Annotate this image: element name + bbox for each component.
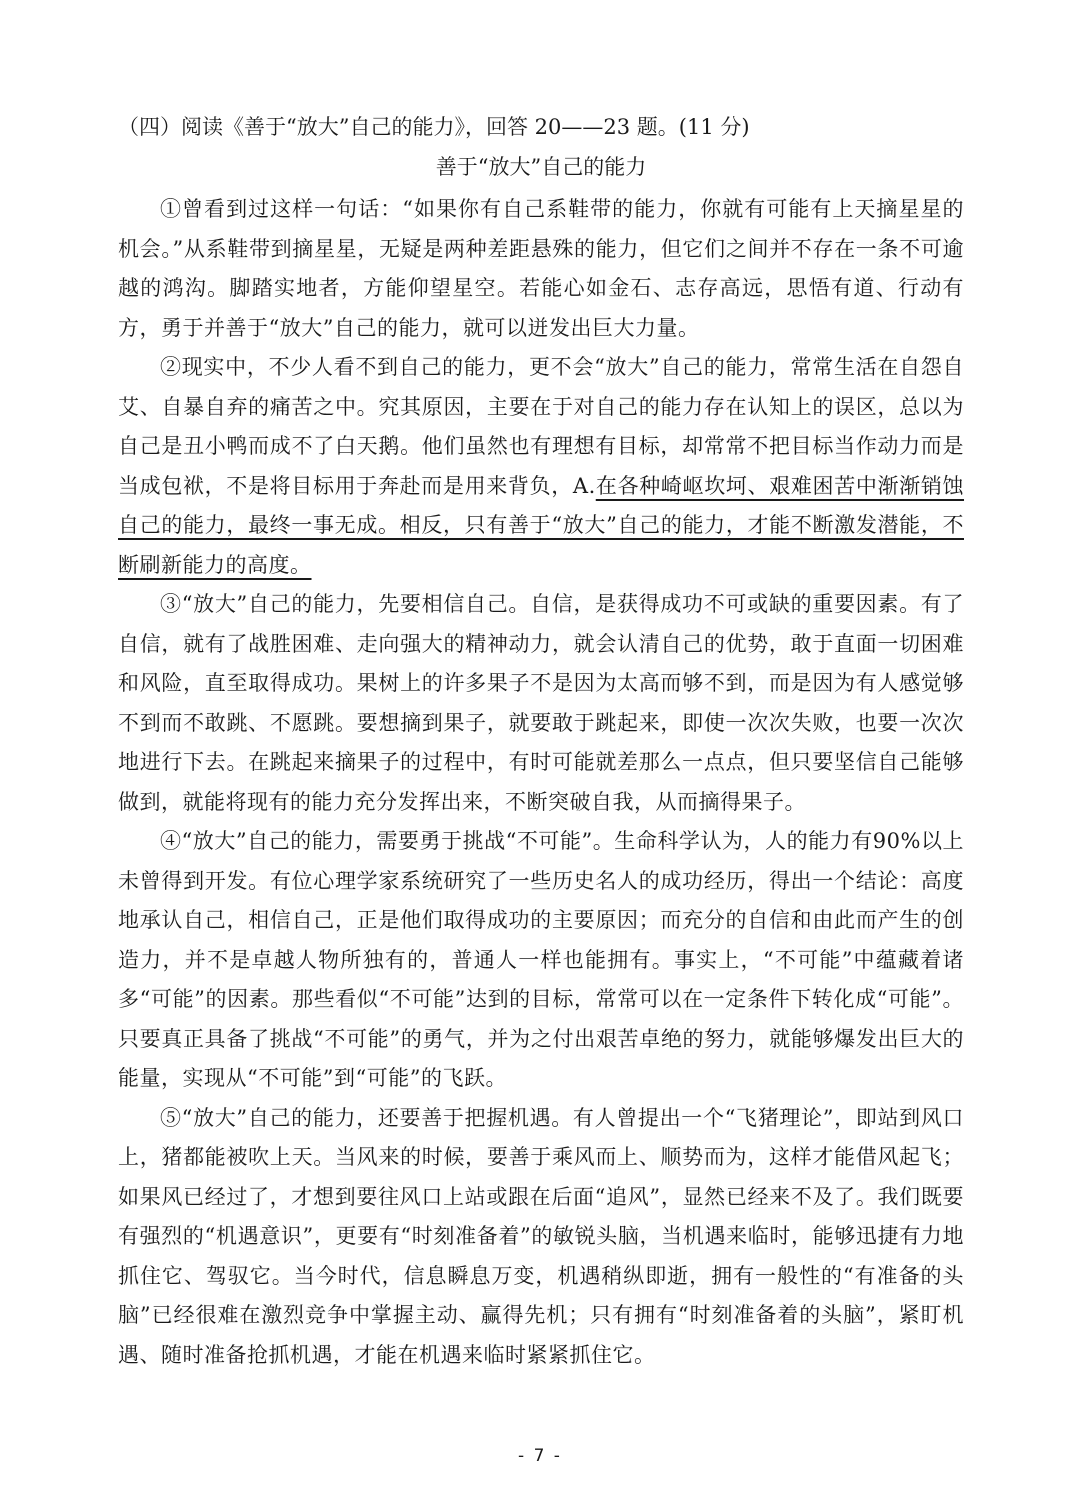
paragraph-5: ⑤“放大”自己的能力，还要善于把握机遇。有人曾提出一个“飞猪理论”，即站到风口上，猪都能被吹上天。当风来的时候，要善于乘风而上、顺势而为，这样才能借风起飞；如果风已经过了，才想到要往风口上站或跟在后面“追风”，显然已经来不及了。我们既要有强烈的“机遇意识”，更要有“时刻准备着”的敏锐头脑，当机遇来临时，能够迅捷有力地抓住它、驾驭它。当今时代，信息瞬息万变，机遇稍纵即逝，拥有一般性的“有准备的头脑”已经很难在激烈竞争中掌握主动、赢得先机；只有拥有“时刻准备着的头脑”，紧盯机遇、随时准备抢抓机遇，才能在机遇来临时紧紧抓住它。 bbox=[118, 1105, 964, 1367]
paragraph-2-underlined-sentence: 在各种崎岖坎坷、艰难困苦中渐渐销蚀自己的能力，最终一事无成。相反，只有善于“放大”自己的能力，才能不断激发潜能，不断刷新能力的高度。 bbox=[118, 473, 965, 577]
paragraph-4: ④“放大”自己的能力，需要勇于挑战“不可能”。生命科学认为，人的能力有90%以上未曾得到开发。有位心理学家系统研究了一些历史名人的成功经历，得出一个结论：高度地承认自己，相信自己，正是他们取得成功的主要原因；而充分的自信和由此而产生的创造力，并不是卓越人物所独有的，普通人一样也能拥有。事实上，“不可能”中蕴藏着诸多“可能”的因素。那些看似“不可能”达到的目标，常常可以在一定条件下转化成“可能”。只要真正具备了挑战“不可能”的勇气，并为之付出艰苦卓绝的努力，就能够爆发出巨大的能量，实现从“不可能”到“可能”的飞跃。 bbox=[118, 829, 964, 1090]
paragraph-3: ③“放大”自己的能力，先要相信自己。自信，是获得成功不可或缺的重要因素。有了自信，就有了战胜困难、走向强大的精神动力，就会认清自己的优势，敢于直面一切困难和风险，直至取得成功。果树上的许多果子不是因为太高而够不到，而是因为有人感觉够不到而不敢跳、不愿跳。要想摘到果子，就要敢于跳起来，即使一次次失败，也要一次次地进行下去。在跳起来摘果子的过程中，有时可能就差那么一点点，但只要坚信自己能够做到，就能将现有的能力充分发挥出来，不断突破自我，从而摘得果子。 bbox=[118, 592, 964, 814]
document-page bbox=[118, 110, 964, 1375]
section-heading: （四）阅读《善于“放大”自己的能力》，回答 20——23 题。(11 分) bbox=[118, 115, 750, 139]
paragraph-1: ①曾看到过这样一句话：“如果你有自己系鞋带的能力，你就有可能有上天摘星星的机会。”从系鞋带到摘星星，无疑是两种差距悬殊的能力，但它们之间并不存在一条不可逾越的鸿沟。脚踏实地者，方能仰望星空。若能心如金石、志存高远，思悟有道、行动有方，勇于并善于“放大”自己的能力，就可以迸发出巨大力量。 bbox=[118, 197, 964, 340]
article-title: 善于“放大”自己的能力 bbox=[435, 155, 647, 179]
paragraph-2 bbox=[118, 348, 964, 585]
paragraph-2-text: ②现实中，不少人看不到自己的能力，更不会“放大”自己的能力，常常生活在自怨自艾、自暴自弃的痛苦之中。究其原因，主要在于对自己的能力存在认知上的误区，总以为自己是丑小鸭而成不了白天鹅。他们虽然也有理想有目标，却常常不把目标当作动力而是当成包袱，不是将目标用于奔赴而是用来背负，A. bbox=[118, 355, 964, 498]
page-number: - 7 - bbox=[518, 1446, 562, 1466]
